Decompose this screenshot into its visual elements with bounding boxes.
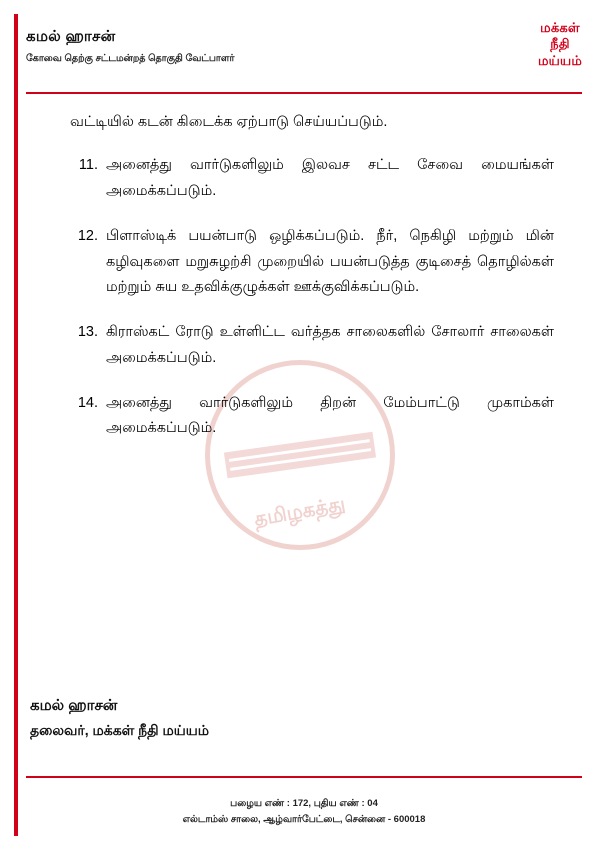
list-item-number: 11.	[78, 157, 98, 174]
list-item	[70, 391, 554, 442]
footer-address-line-2: எல்டாம்ஸ் சாலை, ஆழ்வார்பேட்டை, சென்னை - 600018	[182, 813, 426, 825]
list-item-number: 13.	[77, 324, 98, 341]
party-logo-line-2: நீதி	[550, 36, 570, 52]
footer-divider	[26, 776, 582, 778]
party-logo	[538, 20, 582, 69]
signature-title: தலைவர், மக்கள் நீதி மய்யம்	[30, 721, 210, 738]
list-item-text: பிளாஸ்டிக் பயன்பாடு ஒழிக்கப்படும். நீர், நெகிழி மற்றும் மின் கழிவுகளை மறுசுழற்சி முறையில் பயன்படுத்த குடிசைத் தொழில்கள் மற்றும் சுய உதவிக்குழுக்கள் ஊக்குவிக்கப்படும்.	[106, 228, 554, 295]
signature-block	[30, 695, 209, 741]
list-item-text: அனைத்து வார்டுகளிலும் திறன் மேம்பாட்டு முகாம்கள் அமைக்கப்படும்.	[106, 395, 554, 437]
document-body	[70, 110, 554, 462]
continued-paragraph: வட்டியில் கடன் கிடைக்க ஏற்பாடு செய்யப்படும்.	[70, 114, 388, 130]
left-accent-bar	[14, 14, 18, 836]
document-header	[26, 20, 582, 86]
list-item	[70, 224, 554, 300]
header-divider	[26, 92, 582, 94]
document-footer	[26, 796, 582, 828]
footer-address-line-1: பழைய எண் : 172, புதிய எண் : 04	[230, 797, 378, 809]
list-item	[70, 320, 554, 371]
party-logo-line-3: மய்யம்	[537, 52, 582, 68]
list-item	[70, 153, 554, 204]
list-item-text: அனைத்து வார்டுகளிலும் இலவச சட்ட சேவை மையங்கள் அமைக்கப்படும்.	[106, 157, 554, 199]
candidate-constituency: கோவை தெற்கு சட்டமன்றத் தொகுதி வேட்பாளர்	[26, 53, 235, 64]
watermark-text: தமிழகத்து	[252, 493, 347, 531]
header-candidate-block	[26, 28, 234, 65]
candidate-name: கமல் ஹாசன்	[26, 28, 116, 45]
list-item-number: 12.	[77, 228, 98, 245]
party-logo-line-1: மக்கள்	[540, 20, 580, 35]
list-item-text: கிராஸ்கட் ரோடு உள்ளிட்ட வர்த்தக சாலைகளில் சோலார் சாலைகள் அமைக்கப்படும்.	[106, 324, 554, 366]
list-item-number: 14.	[77, 395, 98, 411]
signature-name: கமல் ஹாசன்	[30, 697, 118, 714]
